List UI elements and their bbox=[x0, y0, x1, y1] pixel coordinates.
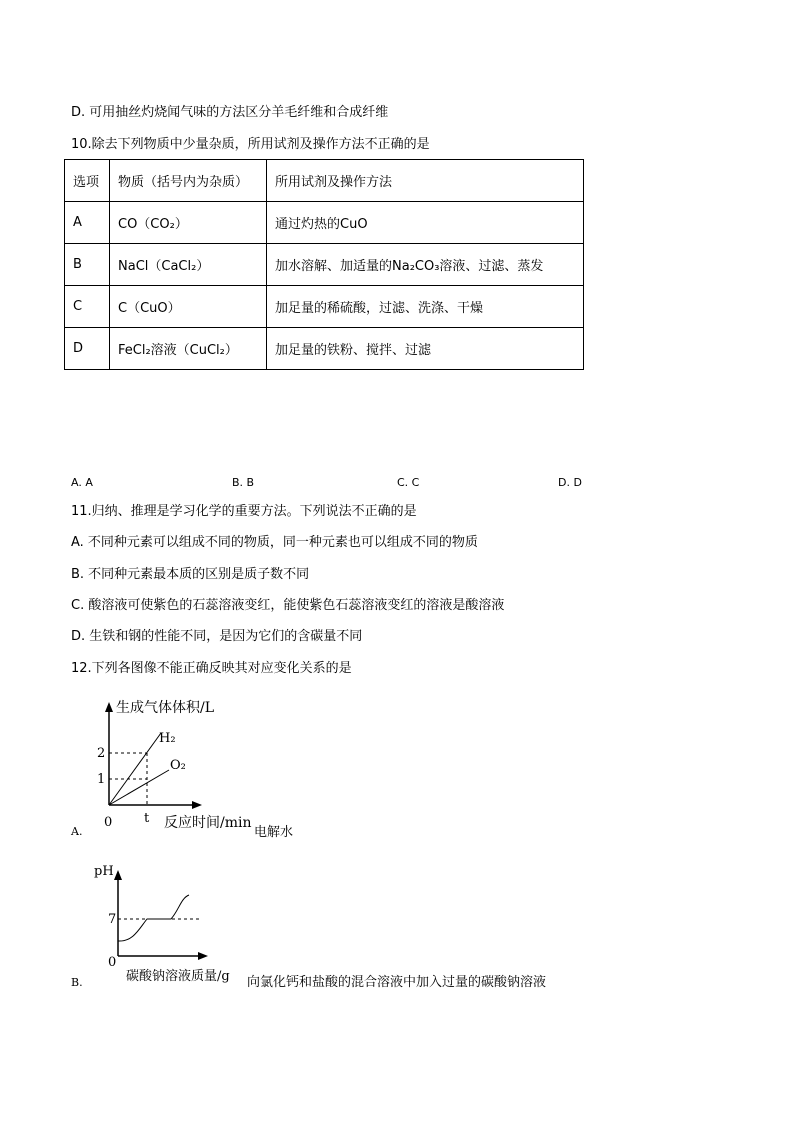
graph-b-y-arrow bbox=[114, 870, 122, 880]
table-row bbox=[65, 202, 584, 244]
graph-a-series-h2: H₂ bbox=[159, 731, 176, 746]
q11-option-c: C. 酸溶液可使紫色的石蕊溶液变红，能使紫色石蕊溶液变红的溶液是酸溶液 bbox=[71, 598, 505, 613]
q11-option-d: D. 生铁和钢的性能不同，是因为它们的含碳量不同 bbox=[71, 629, 363, 644]
graph-b-ph bbox=[71, 862, 591, 992]
graph-a-electrolysis bbox=[71, 692, 311, 842]
header-substance: 物质（括号内为杂质） bbox=[110, 160, 267, 202]
answer-option-a[interactable]: A. A bbox=[71, 476, 93, 489]
header-method: 所用试剂及操作方法 bbox=[267, 160, 584, 202]
row-option: D bbox=[65, 328, 110, 370]
graph-a-x-arrow bbox=[192, 801, 202, 809]
row-substance: C（CuO） bbox=[110, 286, 267, 328]
row-method: 加足量的稀硫酸，过滤、洗涤、干燥 bbox=[267, 286, 584, 328]
row-option: C bbox=[65, 286, 110, 328]
graph-a-caption: 电解水 bbox=[254, 825, 294, 840]
graph-a-ytick-1: 1 bbox=[97, 772, 106, 787]
row-method: 通过灼热的CuO bbox=[267, 202, 584, 244]
graph-b-label: B. bbox=[71, 976, 83, 989]
row-method: 加水溶解、加适量的Na₂CO₃溶液、过滤、蒸发 bbox=[267, 244, 584, 286]
q11-option-b: B. 不同种元素最本质的区别是质子数不同 bbox=[71, 567, 310, 582]
q12-stem: 12.下列各图像不能正确反映其对应变化关系的是 bbox=[71, 661, 352, 676]
table-row bbox=[65, 328, 584, 370]
graph-b-ytick-7: 7 bbox=[108, 912, 117, 927]
row-substance: CO（CO₂） bbox=[110, 202, 267, 244]
q9-option-d: D. 可用抽丝灼烧闻气味的方法区分羊毛纤维和合成纤维 bbox=[71, 105, 389, 120]
answer-option-d[interactable]: D. D bbox=[558, 476, 582, 489]
graph-a-h2-line bbox=[109, 733, 161, 805]
graph-a-series-o2: O₂ bbox=[170, 758, 186, 773]
graph-a-origin: 0 bbox=[104, 815, 113, 830]
graph-b-origin: 0 bbox=[108, 955, 117, 970]
row-option: A bbox=[65, 202, 110, 244]
answer-option-b[interactable]: B. B bbox=[232, 476, 255, 489]
q10-answer-options bbox=[0, 476, 794, 494]
graph-b-ph-curve bbox=[118, 895, 189, 941]
q11-option-a: A. 不同种元素可以组成不同的物质，同一种元素也可以组成不同的物质 bbox=[71, 535, 478, 550]
table-header-row bbox=[65, 160, 584, 202]
table-row bbox=[65, 244, 584, 286]
graph-a-xlabel: 反应时间/min bbox=[164, 815, 252, 831]
graph-b-ylabel: pH bbox=[94, 864, 114, 879]
row-substance: NaCl（CaCl₂） bbox=[110, 244, 267, 286]
graph-a-y-arrow bbox=[105, 702, 113, 712]
row-substance: FeCl₂溶液（CuCl₂） bbox=[110, 328, 267, 370]
graph-a-ytick-2: 2 bbox=[97, 746, 106, 761]
row-option: B bbox=[65, 244, 110, 286]
graph-a-xtick-t: t bbox=[144, 811, 150, 826]
graph-a-ylabel: 生成气体体积/L bbox=[116, 700, 215, 716]
header-option: 选项 bbox=[65, 160, 110, 202]
row-method: 加足量的铁粉、搅拌、过滤 bbox=[267, 328, 584, 370]
table-row bbox=[65, 286, 584, 328]
graph-a-o2-line bbox=[109, 770, 169, 805]
q11-stem: 11.归纳、推理是学习化学的重要方法。下列说法不正确的是 bbox=[71, 504, 417, 519]
graph-b-x-arrow bbox=[198, 952, 208, 960]
q10-table bbox=[64, 159, 584, 370]
graph-a-label: A. bbox=[71, 825, 83, 838]
answer-option-c[interactable]: C. C bbox=[397, 476, 420, 489]
graph-b-caption: 向氯化钙和盐酸的混合溶液中加入过量的碳酸钠溶液 bbox=[247, 975, 547, 990]
graph-b-xlabel: 碳酸钠溶液质量/g bbox=[126, 969, 230, 984]
q10-stem: 10.除去下列物质中少量杂质，所用试剂及操作方法不正确的是 bbox=[71, 137, 430, 152]
